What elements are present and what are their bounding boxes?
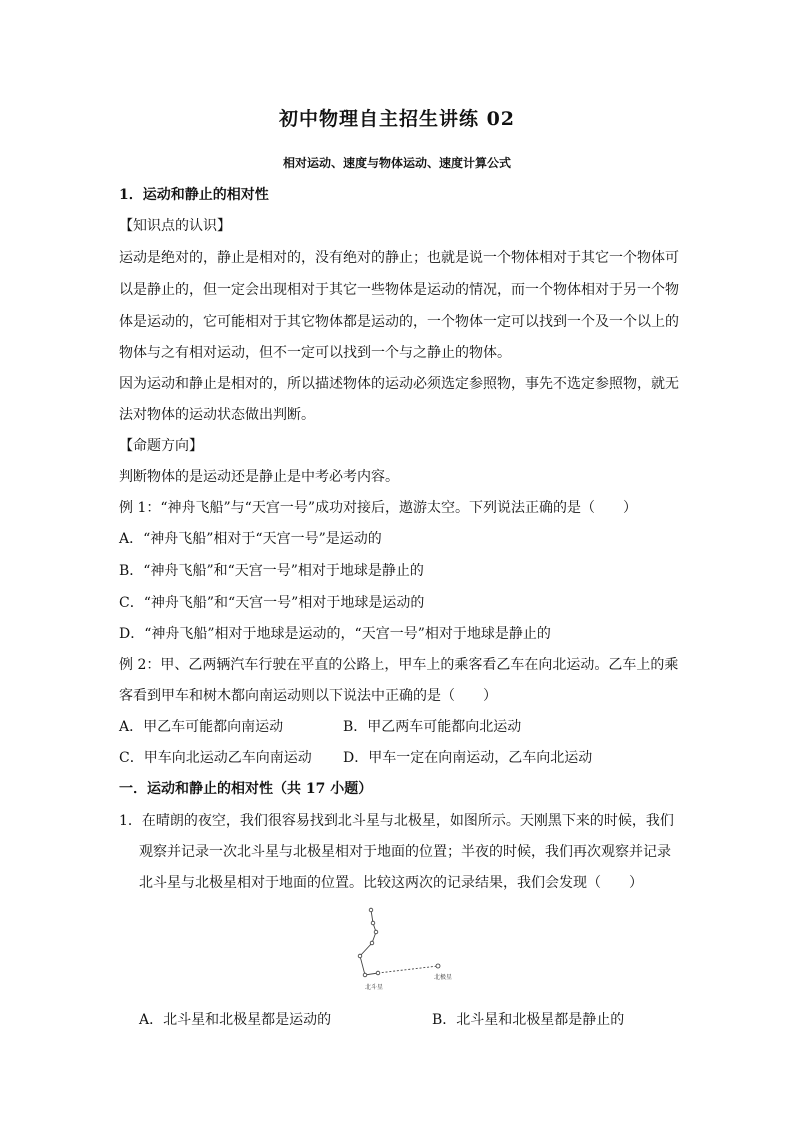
pointer-dashed-line (378, 966, 438, 973)
star-icon (363, 973, 367, 977)
example1-option-c: C．“神舟飞船”和“天宫一号”相对于地球是运动的 (119, 595, 425, 611)
star-icon (374, 930, 378, 934)
example2-question-line: 客看到甲车和树木都向南运动则以下说法中正确的是（ ） (119, 688, 497, 704)
knowledge-line: 体是运动的，它可能相对于其它物体都是运动的，一个物体一定可以找到一个及一个以上的 (119, 314, 679, 330)
example1-option-d: D．“神舟飞船”相对于地球是运动的，“天宫一号”相对于地球是静止的 (119, 626, 551, 642)
star-icon (376, 971, 380, 975)
star-icon (370, 941, 374, 945)
question1-line: 北斗星与北极星相对于地面的位置。比较这两次的记录结果，我们会发现（ ） (139, 875, 643, 891)
question1-option-b: B．北斗星和北极星都是静止的 (432, 1012, 625, 1028)
direction-heading: 【命题方向】 (119, 438, 203, 454)
example2-option-b: B．甲乙两车可能都向北运动 (343, 719, 522, 735)
star-icon (358, 954, 362, 958)
big-dipper-lines (360, 910, 378, 975)
knowledge-line: 因为运动和静止是相对的，所以描述物体的运动必须选定参照物，事先不选定参照物，就无 (119, 376, 679, 392)
star-markers (358, 908, 440, 977)
example2-option-a: A．甲乙车可能都向南运动 (119, 719, 284, 735)
knowledge-heading: 【知识点的认识】 (119, 218, 231, 234)
question1-option-a: A．北斗星和北极星都是运动的 (139, 1012, 332, 1028)
knowledge-line: 法对物体的运动状态做出判断。 (119, 407, 315, 423)
star-icon (369, 908, 373, 912)
polaris-label: 北极星 (434, 974, 453, 981)
example1-option-a: A．“神舟飞船”相对于“天宫一号”是运动的 (119, 531, 382, 547)
example2-question-line: 例 2：甲、乙两辆汽车行驶在平直的公路上，甲车上的乘客看乙车在向北运动。乙车上的乘 (119, 657, 679, 673)
knowledge-line: 以是静止的，但一定会出现相对于其它一些物体是运动的情况，而一个物体相对于另一个物 (119, 282, 679, 298)
star-icon (371, 921, 375, 925)
part-heading: 一．运动和静止的相对性（共 17 小题） (119, 781, 373, 797)
example2-option-c: C．甲车向北运动乙车向南运动 (119, 750, 312, 766)
page-subtitle: 相对运动、速度与物体运动、速度计算公式 (282, 156, 511, 170)
knowledge-line: 运动是绝对的，静止是相对的，没有绝对的静止；也就是说一个物体相对于其它一个物体可 (119, 250, 679, 266)
knowledge-line: 物体与之有相对运动，但不一定可以找到一个与之静止的物体。 (119, 345, 511, 361)
example1-question: 例 1：“神舟飞船”与“天宫一号”成功对接后，遨游太空。下列说法正确的是（ ） (119, 500, 637, 516)
example1-option-b: B．“神舟飞船”和“天宫一号”相对于地球是静止的 (119, 563, 424, 579)
big-dipper-label: 北斗星 (365, 984, 384, 991)
page-title: 初中物理自主招生讲练 02 (278, 108, 516, 130)
example2-option-d: D．甲车一定在向南运动，乙车向北运动 (343, 750, 593, 766)
question1-line: 观察并记录一次北斗星与北极星相对于地面的位置；半夜的时候，我们再次观察并记录 (139, 844, 671, 860)
big-dipper-polaris-figure (350, 905, 460, 997)
direction-text: 判断物体的是运动还是静止是中考必考内容。 (119, 469, 399, 485)
question1-line: 1．在晴朗的夜空，我们很容易找到北斗星与北极星，如图所示。天刚黑下来的时候，我们 (119, 813, 674, 829)
polaris-star-icon (436, 964, 440, 968)
section-heading: 1．运动和静止的相对性 (119, 187, 269, 203)
